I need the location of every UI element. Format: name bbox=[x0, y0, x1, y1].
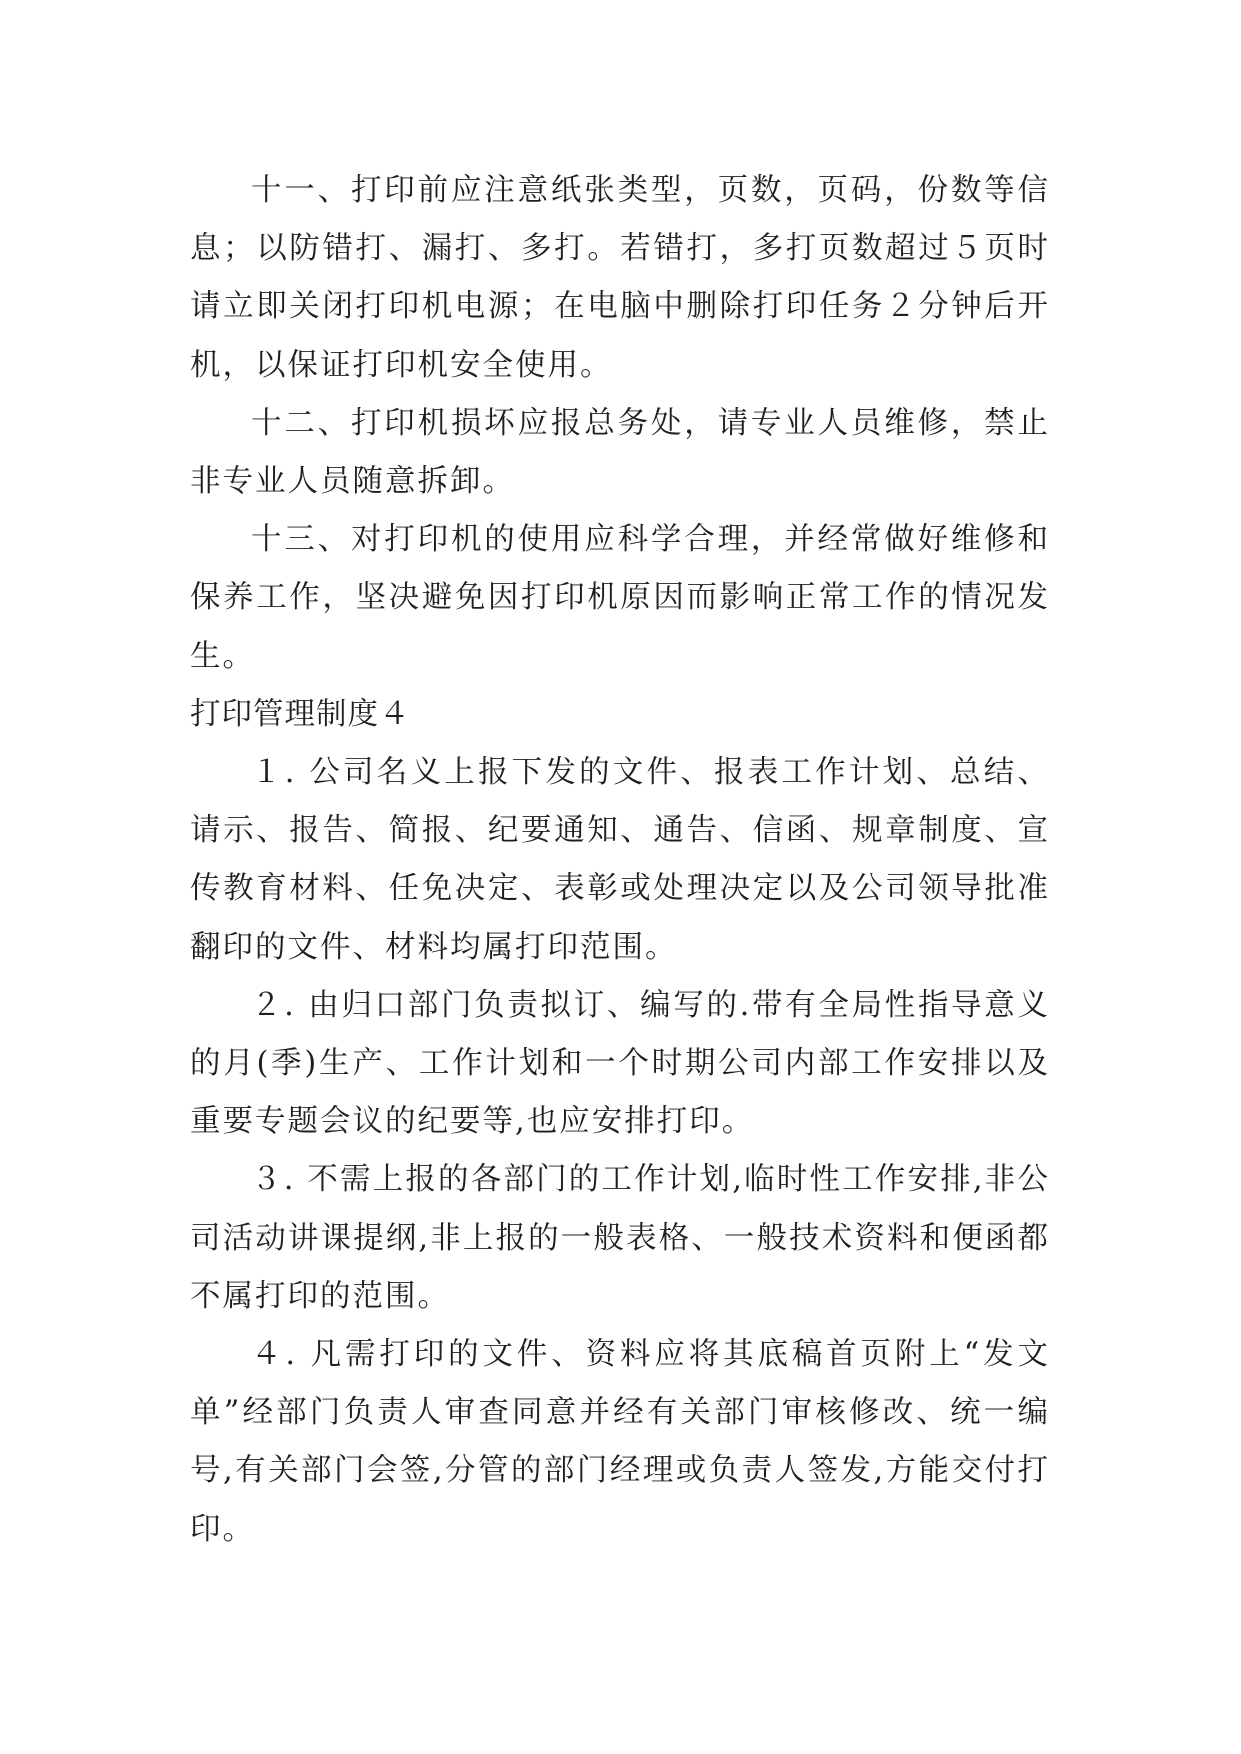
paragraph-rule-3: ３. 不需上报的各部门的工作计划,临时性工作安排,非公司活动讲课提纲,非上报的一般表格、一般技术资料和便函都不属打印的范围。 bbox=[190, 1162, 1050, 1314]
paragraph-item-13: 十三、对打印机的使用应科学合理，并经常做好维修和保养工作，坚决避免因打印机原因而影响正常工作的情况发生。 bbox=[190, 522, 1050, 674]
paragraph-item-11: 十一、打印前应注意纸张类型，页数，页码，份数等信息；以防错打、漏打、多打。若错打，多打页数超过５页时请立即关闭打印机电源；在电脑中删除打印任务２分钟后开机，以保证打印机安全使用。 bbox=[190, 173, 1050, 383]
paragraph-rule-2: ２. 由归口部门负责拟订、编写的.带有全局性指导意义的月(季)生产、工作计划和一个时期公司内部工作安排以及重要专题会议的纪要等,也应安排打印。 bbox=[190, 987, 1050, 1140]
paragraph-rule-1: １. 公司名义上报下发的文件、报表工作计划、总结、请示、报告、简报、纪要通知、通告、信函、规章制度、宣传教育材料、任免决定、表彰或处理决定以及公司领导批准翻印的文件、材料均属打印范围。 bbox=[190, 755, 1050, 965]
section-title: 打印管理制度４ bbox=[190, 696, 411, 732]
paragraph-rule-4: ４. 凡需打印的文件、资料应将其底稿首页附上“发文单”经部门负责人审查同意并经有关部门审核修改、统一编号,有关部门会签,分管的部门经理或负责人签发,方能交付打印。 bbox=[190, 1337, 1050, 1547]
document-body bbox=[190, 162, 1050, 1559]
paragraph-item-12: 十二、打印机损坏应报总务处，请专业人员维修，禁止非专业人员随意拆卸。 bbox=[190, 405, 1050, 500]
